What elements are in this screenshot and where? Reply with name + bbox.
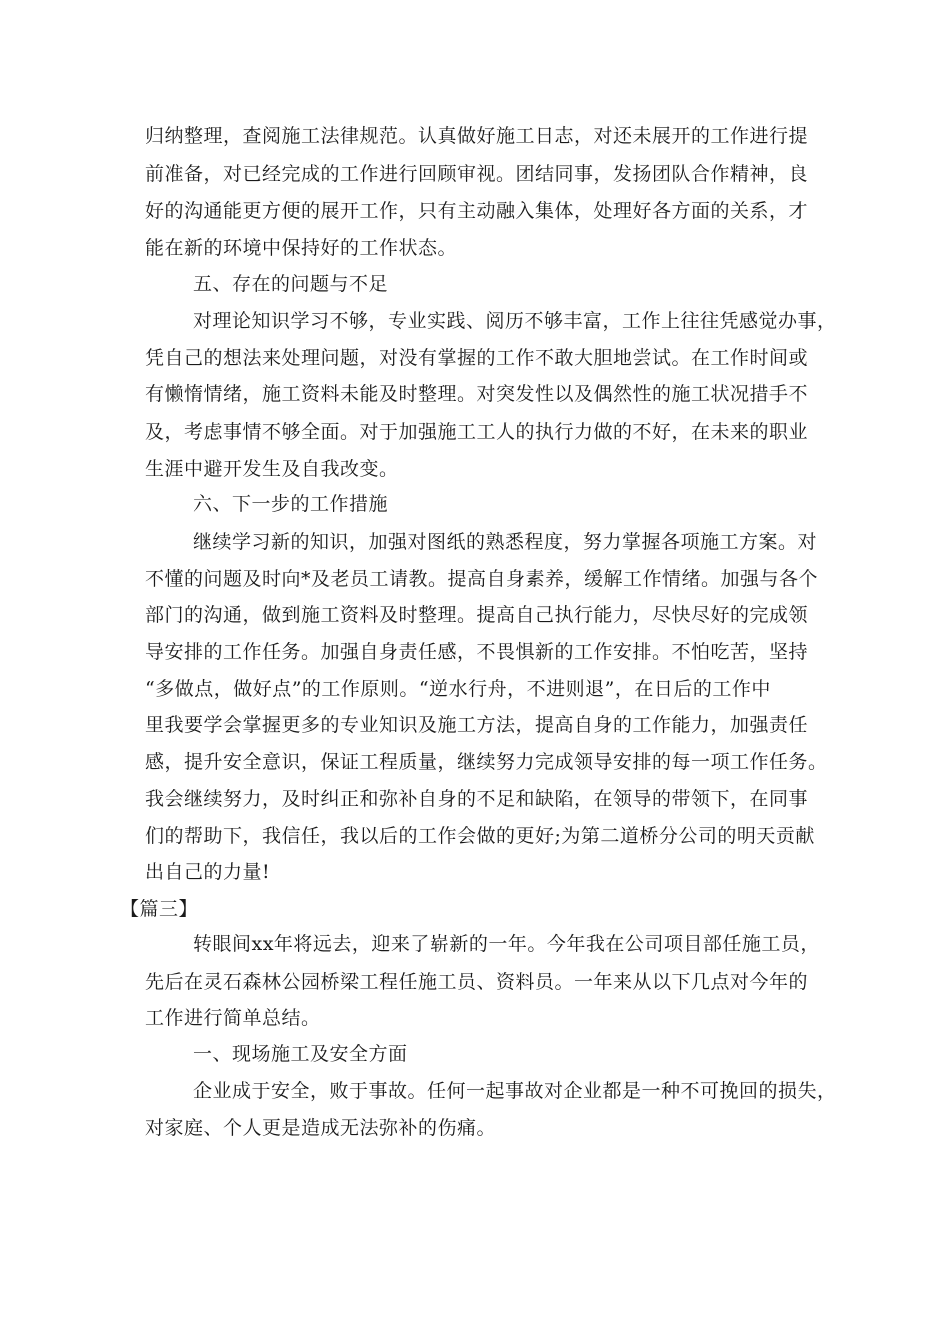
body-line: 好的沟通能更方便的展开工作，只有主动融入集体，处理好各方面的关系，才 xyxy=(145,200,809,222)
body-line: 继续学习新的知识，加强对图纸的熟悉程度，努力掌握各项施工方案。对 xyxy=(193,531,818,553)
body-line: 能在新的环境中保持好的工作状态。 xyxy=(145,237,458,259)
part-heading: 【篇三】 xyxy=(120,898,199,920)
section-heading: 六、下一步的工作措施 xyxy=(193,493,389,515)
body-line: 对理论知识学习不够，专业实践、阅历不够丰富，工作上往往凭感觉办事， xyxy=(193,310,837,332)
body-line: 有懒惰情绪，施工资料未能及时整理。对突发性以及偶然性的施工状况措手不 xyxy=(145,383,809,405)
body-line: 生涯中避开发生及自我改变。 xyxy=(145,458,399,480)
body-line: “多做点，做好点”的工作原则。“逆水行舟，不进则退”，在日后的工作中 xyxy=(145,678,771,700)
body-line: 企业成于安全，败于事故。任何一起事故对企业都是一种不可挽回的损失， xyxy=(193,1080,837,1102)
body-line: 们的帮助下，我信任，我以后的工作会做的更好;为第二道桥分公司的明天贡献 xyxy=(145,825,815,847)
body-line: 及，考虑事情不够全面。对于加强施工工人的执行力做的不好，在未来的职业 xyxy=(145,421,809,443)
body-line: 凭自己的想法来处理问题，对没有掌握的工作不敢大胆地尝试。在工作时间或 xyxy=(145,347,809,369)
body-line: 部门的沟通，做到施工资料及时整理。提高自己执行能力，尽快尽好的完成领 xyxy=(145,604,809,626)
body-line: 对家庭、个人更是造成无法弥补的伤痛。 xyxy=(145,1117,497,1139)
body-line: 转眼间xx年将远去，迎来了崭新的一年。今年我在公司项目部任施工员， xyxy=(193,933,820,955)
body-line: 工作进行简单总结。 xyxy=(145,1007,321,1029)
section-heading: 一、现场施工及安全方面 xyxy=(193,1043,408,1065)
body-line: 先后在灵石森林公园桥梁工程任施工员、资料员。一年来从以下几点对今年的 xyxy=(145,971,809,993)
body-line: 归纳整理，查阅施工法律规范。认真做好施工日志，对还未展开的工作进行提 xyxy=(145,125,809,147)
body-line: 我会继续努力，及时纠正和弥补自身的不足和缺陷，在领导的带领下，在同事 xyxy=(145,788,809,810)
body-line: 感，提升安全意识，保证工程质量，继续努力完成领导安排的每一项工作任务。 xyxy=(145,751,828,773)
body-line: 不懂的问题及时向*及老员工请教。提高自身素养，缓解工作情绪。加强与各个 xyxy=(145,568,819,590)
body-line: 前准备，对已经完成的工作进行回顾审视。团结同事，发扬团队合作精神，良 xyxy=(145,163,809,185)
body-line: 里我要学会掌握更多的专业知识及施工方法，提高自身的工作能力，加强责任 xyxy=(145,714,809,736)
body-line: 导安排的工作任务。加强自身责任感，不畏惧新的工作安排。不怕吃苦，坚持 xyxy=(145,641,809,663)
body-line: 出自己的力量! xyxy=(145,861,271,883)
section-heading: 五、存在的问题与不足 xyxy=(193,273,389,295)
